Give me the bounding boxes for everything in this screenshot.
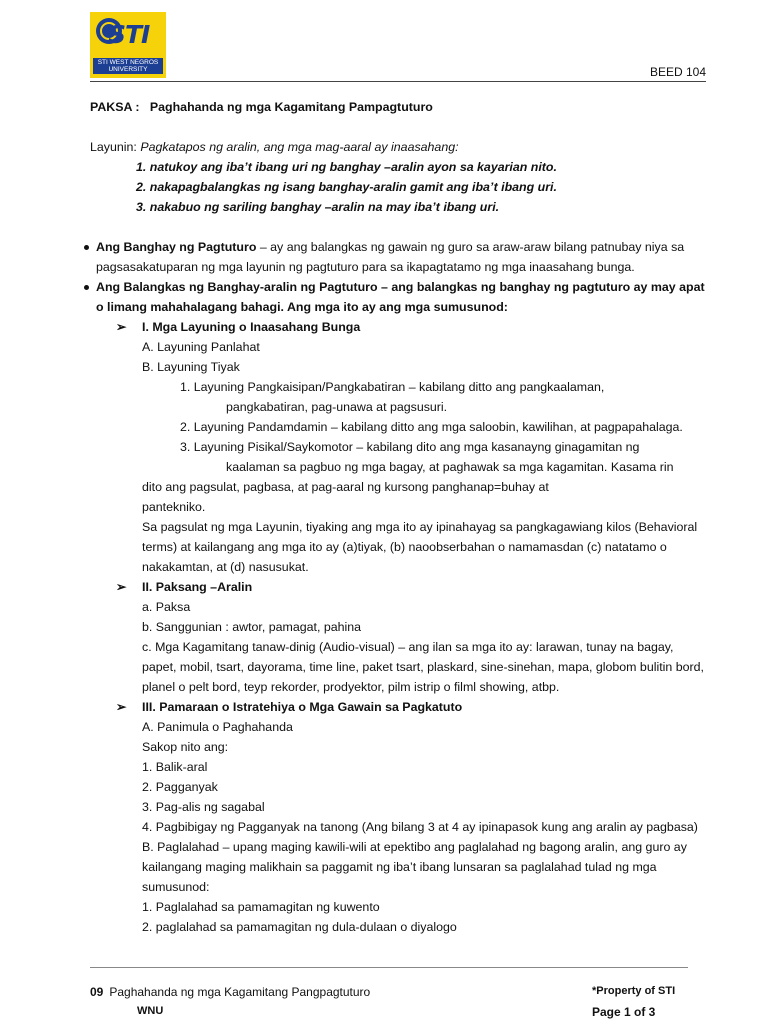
section-3-scope: Sakop nito ang: [142, 740, 229, 754]
section-1-a: A. Layuning Panlahat [142, 340, 260, 354]
document-body [90, 97, 706, 937]
section-2-c: c. Mga Kagamitang tanaw-dinig (Audio-visual) – ang ilan sa mga ito ay: larawan, tunay na bagay, papet, mobil, tsart, dayorama, time line, paket tsart, plaskard, sine-sinehan, mapa, globom bulitin bord, planel o pelt bord, teyp rekorder, prodyektor, pilm istrip o filml showing, atbp. [142, 640, 704, 694]
bullet-icon [84, 245, 89, 250]
section-1-s1a: 1. Layuning Pangkaisipan/Pangkabatiran – kabilang ditto ang pangkaalaman, [180, 380, 605, 394]
bullet-balangkas-text: Ang Balangkas ng Banghay-aralin ng Pagtuturo – ang balangkas ng banghay ng pagtuturo ay may apat o limang mahahalagang bahagi. Ang mga ito ay ang mga sumusunod: [96, 280, 705, 314]
header-divider [90, 81, 706, 82]
footer-page-number: Page 1 of 3 [592, 1005, 656, 1019]
section-1-s3d: pantekniko. [142, 500, 206, 514]
logo-subtitle: STI WEST NEGROS UNIVERSITY [93, 58, 163, 74]
section-3-item-4: 4. Pagbibigay ng Pagganyak na tanong (Ang bilang 3 at 4 ay ipinapasok kung ang aralin ay pagbasa) [142, 820, 698, 834]
arrow-bullet-icon: ➢ [116, 580, 127, 594]
section-1-b: B. Layuning Tiyak [142, 360, 240, 374]
section-1-title [90, 317, 706, 337]
footer-title: Paghahanda ng mga Kagamitang Pangpagtuturo [109, 985, 371, 999]
section-3-title [90, 697, 706, 717]
section-1-s1b: pangkabatiran, pag-unawa at pagsusuri. [226, 400, 448, 414]
section-1-s3c: dito ang pagsulat, pagbasa, at pag-aaral ng kursong panghanap=buhay at [142, 480, 549, 494]
objectives-intro [90, 137, 706, 157]
section-2-title [90, 577, 706, 597]
section-3-b-item-1: 1. Paglalahad sa pamamagitan ng kuwento [142, 900, 380, 914]
footer-title-line [90, 985, 370, 999]
footer-wnu: WNU [137, 1005, 164, 1017]
section-1-s3a: 3. Layuning Pisikal/Saykomotor – kabilang dito ang mga kasanayng ginagamitan ng [180, 440, 640, 454]
section-2-a: a. Paksa [142, 600, 191, 614]
arrow-bullet-icon: ➢ [116, 320, 127, 334]
section-3-a: A. Panimula o Paghahanda [142, 720, 293, 734]
bullet-banghay-term: Ang Banghay ng Pagtuturo [96, 240, 257, 254]
section-3-item-1: 1. Balik-aral [142, 760, 208, 774]
logo-text: STI [108, 20, 150, 49]
section-1-title-text: I. Mga Layuning o Inaasahang Bunga [142, 320, 361, 334]
arrow-bullet-icon: ➢ [116, 700, 127, 714]
bullet-icon [84, 285, 89, 290]
section-3-b: B. Paglalahad – upang maging kawili-wili at epektibo ang paglalahad ng bagong aralin, ang guro ay kailangang maging malikhain sa paggamit ng iba’t ibang lunsaran sa paglalahad tulad ng mga sumusunod: [142, 840, 687, 894]
footer-number: 09 [90, 985, 104, 999]
bullet-balangkas [90, 277, 706, 317]
footer-divider [90, 967, 688, 968]
section-2-b: b. Sanggunian : awtor, pamagat, pahina [142, 620, 362, 634]
section-3-title-text: III. Pamaraan o Istratehiya o Mga Gawain sa Pagkatuto [142, 700, 463, 714]
bullet-banghay-text: – ay ang balangkas ng gawain ng guro sa araw-araw bilang patnubay niya sa pagsasakatuparan ng mga layunin ng pagtuturo para sa ikapagtatamo ng mga inaasahang bunga. [96, 240, 685, 274]
section-1-s2: 2. Layuning Pandamdamin – kabilang ditto ang mga saloobin, kawilihan, at pagpapahalaga. [180, 420, 683, 434]
objective-3: 3. nakabuo ng sariling banghay –aralin na may iba’t ibang uri. [136, 200, 500, 214]
sti-logo [90, 12, 166, 78]
bullet-banghay [90, 237, 706, 277]
objectives-intro-text: Pagkatapos ng aralin, ang mga mag-aaral ay inaasahang: [140, 140, 459, 154]
section-1-paragraph: Sa pagsulat ng mga Layunin, tiyaking ang mga ito ay ipinahayag sa pangkagawiang kilos (Behavioral terms) at kailangang ang mga ito ay (a)tiyak, (b) naoobserbahan o namamasdan (c) natatamo o nakakamtan, at (d) nasusukat. [142, 520, 698, 574]
objectives-label: Layunin: [90, 140, 137, 154]
section-1-s3b: kaalaman sa pagbuo ng mga bagay, at paghawak sa mga kagamitan. Kasama rin [226, 460, 674, 474]
topic-line [90, 97, 706, 117]
topic-value: Paghahanda ng mga Kagamitang Pampagtuturo [149, 100, 433, 114]
section-2-title-text: II. Paksang –Aralin [142, 580, 253, 594]
footer-property: *Property of STI [592, 985, 676, 997]
course-code: BEED 104 [649, 65, 706, 79]
section-3-b-item-2: 2. paglalahad sa pamamagitan ng dula-dulaan o diyalogo [142, 920, 457, 934]
objective-1: 1. natukoy ang iba’t ibang uri ng banghay –aralin ayon sa kayarian nito. [136, 160, 557, 174]
section-3-item-3: 3. Pag-alis ng sagabal [142, 800, 265, 814]
objective-2: 2. nakapagbalangkas ng isang banghay-aralin gamit ang iba’t ibang uri. [136, 180, 557, 194]
section-3-item-2: 2. Pagganyak [142, 780, 218, 794]
topic-label: PAKSA : [90, 100, 140, 114]
